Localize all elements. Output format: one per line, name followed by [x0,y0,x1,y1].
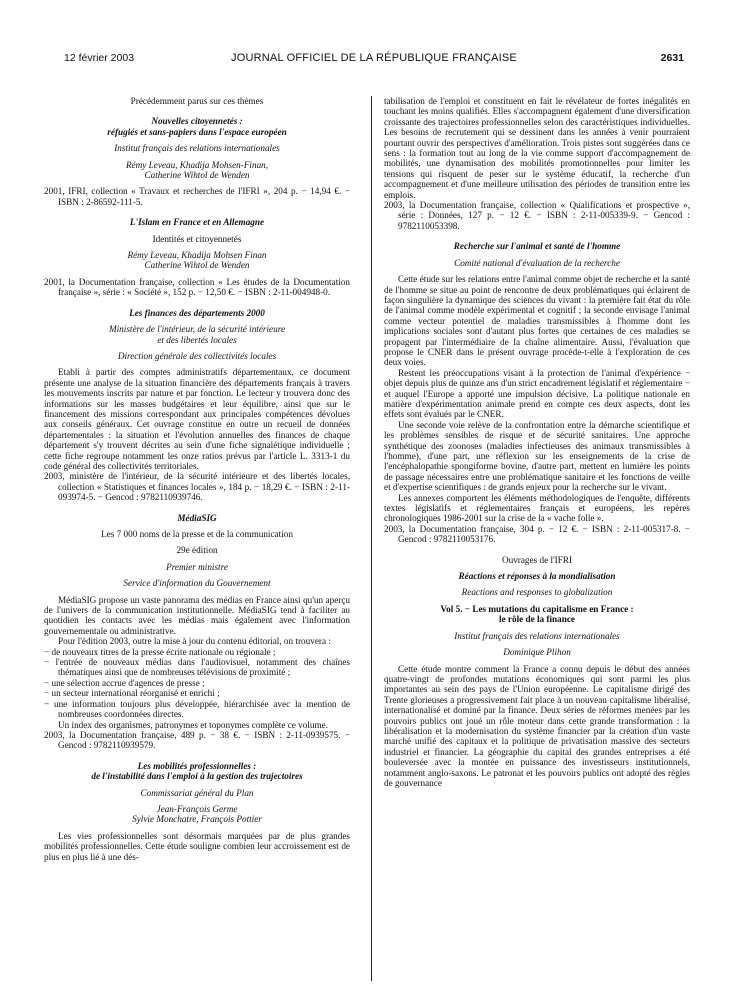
vol-author: Dominique Plihon [503,647,571,658]
rech-reference: 2003, la Documentation française, 304 p. − 12 €. − ISBN : 2-11-005317-8. − Gencod : 9782110053176. [384,523,690,545]
header-title: JOURNAL OFFICIEL DE LA RÉPUBLIQUE FRANÇAISE [231,52,517,64]
islam-subtitle: Identités et citoyennetés [152,233,242,244]
rech-title: Recherche sur l'animal et santé de l'homme [453,241,621,252]
islam-reference: 2001, la Documentation française, collection « Les études de la Documentation française », série : « Société », 152 p. − 12,50 €. − ISBN : 2-11-004948-0. [44,276,350,298]
mob-title-1: Les mobilités professionnelles : [137,760,257,771]
fin-title: Les finances des départements 2000 [129,307,265,318]
nc-institution: Institut français des relations internationales [114,143,280,154]
media-list-item: − une sélection accrue d'agences de presse ; [44,677,205,688]
media-edition: 29e édition [176,545,218,556]
media-title: MédiaSIG [177,512,217,523]
fin-text: Etabli à partir des comptes administratifs départementaux, ce document présente une analyse de la situation financière des départements français à travers les mouvements inscrits par nature et par fonction. Le lecteur y trouvera donc des informations sur les masses budgétaires et leur équilibre, ainsi que sur le financement des missions correspondant aux principales compétences dévolues aux conseils généraux. Cet ouvrage constitue en outre un recueil de données départementales : la situation et l'évolution annuelles des finances de chaque département s'y trouvent décrites au sein d'une fiche signalétique individuelle ; cette fiche regroupe notamment les onze ratios prévus par l'article L. 3313-1 du code général des collectivités territoriales. [44,367,350,471]
rech-paragraph-2: Restent les préoccupations visant à la protection de l'animal d'expérience − objet depuis plus de quinze ans d'un strict encadrement législatif et réglementaire − et auquel l'Europe a apporté une impulsion décisive. La politique nationale en matière d'expérimentation animale prend en compte ces deux aspects, dont les effets sont évalués par le CNER. [384,367,690,420]
nc-reference: 2001, IFRI, collection « Travaux et recherches de l'IFRI », 204 p. − 14,94 €. − ISBN : 2-86592-111-5. [44,186,350,207]
rech-paragraph-1: Cette étude sur les relations entre l'animal comme objet de recherche et la santé de l'homme se situe au point de rencontre de deux problématiques qui éclairent de façon singulière la dynamique des sciences du vivant : la première fait état du rôle de l'animal comme modèle expérimental et cognitif ; la seconde envisage l'animal comme vecteur potentiel de maladies transmissibles à l'homme dont les implications sociales sont d'autant plus fortes que certaines de ces maladies se propagent par l'intermédiaire de la chaîne alimentaire. Aussi, l'évaluation que propose le CNER dans le présent ouvrage procède-t-elle à l'exploration de ces deux voies. [384,274,690,368]
islam-title: L'Islam en France et en Allemagne [129,217,265,228]
left-column [44,96,350,862]
media-list-item: − l'entrée de nouveaux médias dans l'audiovisuel, notamment des chaînes thématiques ainsi que de nombreuses télévisions de proximité ; [44,657,350,678]
rech-committee: Comité national d'évaluation de la recherche [454,257,620,268]
mob-title-2: de l'instabilité dans l'emploi à la gestion des trajectoires [91,771,303,782]
fin-ministry-2: et des libertés locales [157,334,237,345]
column-divider [371,96,372,981]
mob-authors-1: Jean-François Germe [156,803,238,814]
nc-authors-2: Catherine Wihtol de Wenden [144,170,250,181]
media-paragraph-3: Un index des organismes, patronymes et toponymes complète ce volume. [58,719,329,730]
nc-title-1: Nouvelles citoyennetés : [151,116,243,127]
mob-text: Les vies professionnelles sont désormais marquées par de plus grandes mobilités professionnelles. Cette étude souligne combien leur accroissement est de plus en plus lié à une dés- [44,830,350,862]
vol-text: Cette étude montre comment la France a connu depuis le début des années quatre-vingt de profondes mutations économiques qui sont parmi les plus importantes au sein des pays de l'Union européenne. Le capitalisme dirigé des Trente glorieuses a progressivement fait place à un nouveau capitalisme libéralisé, internationalisé et dominé par la finance. Deux séries de réformes menées par les pouvoirs publics ont joué un rôle moteur dans cette grande transformation : la libéralisation et la modernisation du système financier par la création d'un vaste marché unifié des capitaux et la politique de privatisation massive des secteurs industriel et financier. La géographie du capital des grandes entreprises a été bouleversée avec la montée en puissance des investisseurs institutionnels, notamment anglo-saxons. Le patronat et les pouvoirs publics ont adopté des règles de gouvernance [384,663,690,788]
media-list-item: − une information toujours plus développée, hiérarchisée avec la mention de nombreuses coordonnées directes. [44,698,350,720]
mob-commissariat: Commissariat général du Plan [140,787,254,798]
header-date: 12 février 2003 [64,52,135,64]
media-list-item: − de nouveaux titres de la presse écrite nationale ou régionale ; [44,646,276,657]
nc-authors-1: Rémy Leveau, Khadija Mohsen-Finan, [125,159,269,170]
ifri-works: Ouvrages de l'IFRI [501,554,573,565]
fin-direction: Direction générale des collectivités locales [117,350,277,361]
media-ministry: Premier ministre [166,561,228,572]
rech-paragraph-4: Les annexes comportent les éléments méthodologiques de l'enquête, différents textes législatifs et réglementaires français et européens, les repères chronologiques 1986-2001 sur la crise de la « vache folle ». [384,492,690,524]
ifri-title: Réactions et réponses à la mondialisation [458,571,616,582]
vol-title-1: Vol 5. − Les mutations du capitalisme en France : [440,603,634,614]
mob-authors-2: Sylvie Monchatre, François Pottier [132,814,262,825]
rech-paragraph-3: Une seconde voie relève de la confrontation entre la démarche scientifique et les problèmes sensibles de risque et de sécurité sanitaires. Une approche synthétique des zoonoses (maladies infectieuses des animaux transmissibles à l'homme), d'une part, une réflexion sur les enseignements de la crise de l'encéphalopathie spongiforme bovine, d'autre part, mettent en lumière les points de passage nécessaires entre une problématique sanitaire et les fonctions de veille et d'expertise scientifiques : de grands enjeux pour la recherche sur le vivant. [384,419,690,493]
page-header [64,52,684,68]
intro-line: Précédemment parus sur ces thèmes [130,96,264,106]
right-column [384,96,690,788]
media-paragraph-2: Pour l'édition 2003, outre la mise à jour du contenu éditorial, on trouvera : [58,636,331,647]
fin-ministry-1: Ministère de l'intérieur, de la sécurité intérieure [108,324,286,335]
islam-authors-1: Rémy Leveau, Khadija Mohsen Finan [127,250,267,261]
media-service: Service d'information du Gouvernement [123,578,271,589]
page-number: 2631 [660,52,684,64]
media-subtitle: Les 7 000 noms de la presse et de la communication [101,529,293,539]
vol-institution: Institut français des relations internationales [454,630,620,641]
fin-reference: 2003, ministère de l'intérieur, de la sécurité intérieure et des libertés locales, collection « Statistiques et finances locales », 184 p. − 18,29 €. − ISBN : 2-11-093974-5. − Gencod : 9782110939746. [44,471,350,503]
mob-reference: 2003, la Documentation française, collection « Qualifications et prospective », série : Données, 127 p. − 12 €. − ISBN : 2-11-005339-9. − Gencod : 9782110053398. [384,200,690,231]
ifri-title-english: Reactions and responses to globalization [461,587,613,598]
mob-text-continued: tabilisation de l'emploi et constituent en fait le révélateur de fortes inégalités en touchant les moins qualifiés. Elles s'accompagnent également d'une diversification croissante des trajectoires professionnelles selon des caractéristiques individuelles. Les besoins de recrutement qui se dessinent dans les années à venir pourraient pourtant ouvrir des perspectives d'amélioration. Trois pistes sont suggérées dans ce sens : la formation tout au long de la vie comme support d'accompagnement de mobilités, une dynamisation des mobilités promotionnelles pour limiter les tensions qui risquent de peser sur le système éducatif, la recherche d'un accompagnement et d'une meilleure utilisation des périodes de transition entre les emplois. [384,96,690,200]
media-paragraph-1: MédiaSIG propose un vaste panorama des médias en France ainsi qu'un aperçu de l'univers de la communication institutionnelle. MédiaSIG tend à faciliter au quotidien les contacts avec les médias mais également avec l'information gouvernementale ou administrative. [44,594,350,636]
islam-authors-2: Catherine Wihtol de Wenden [144,260,250,271]
media-reference: 2003, la Documentation française, 489 p. − 38 €. − ISBN : 2-11-0939575. − Gencod : 9782110939579. [44,729,350,751]
nc-title-2: réfugiés et sans-papiers dans l'espace européen [107,126,287,137]
media-list-item: − un secteur international réorganisé et enrichi ; [44,688,220,699]
vol-title-2: le rôle de la finance [498,614,576,625]
